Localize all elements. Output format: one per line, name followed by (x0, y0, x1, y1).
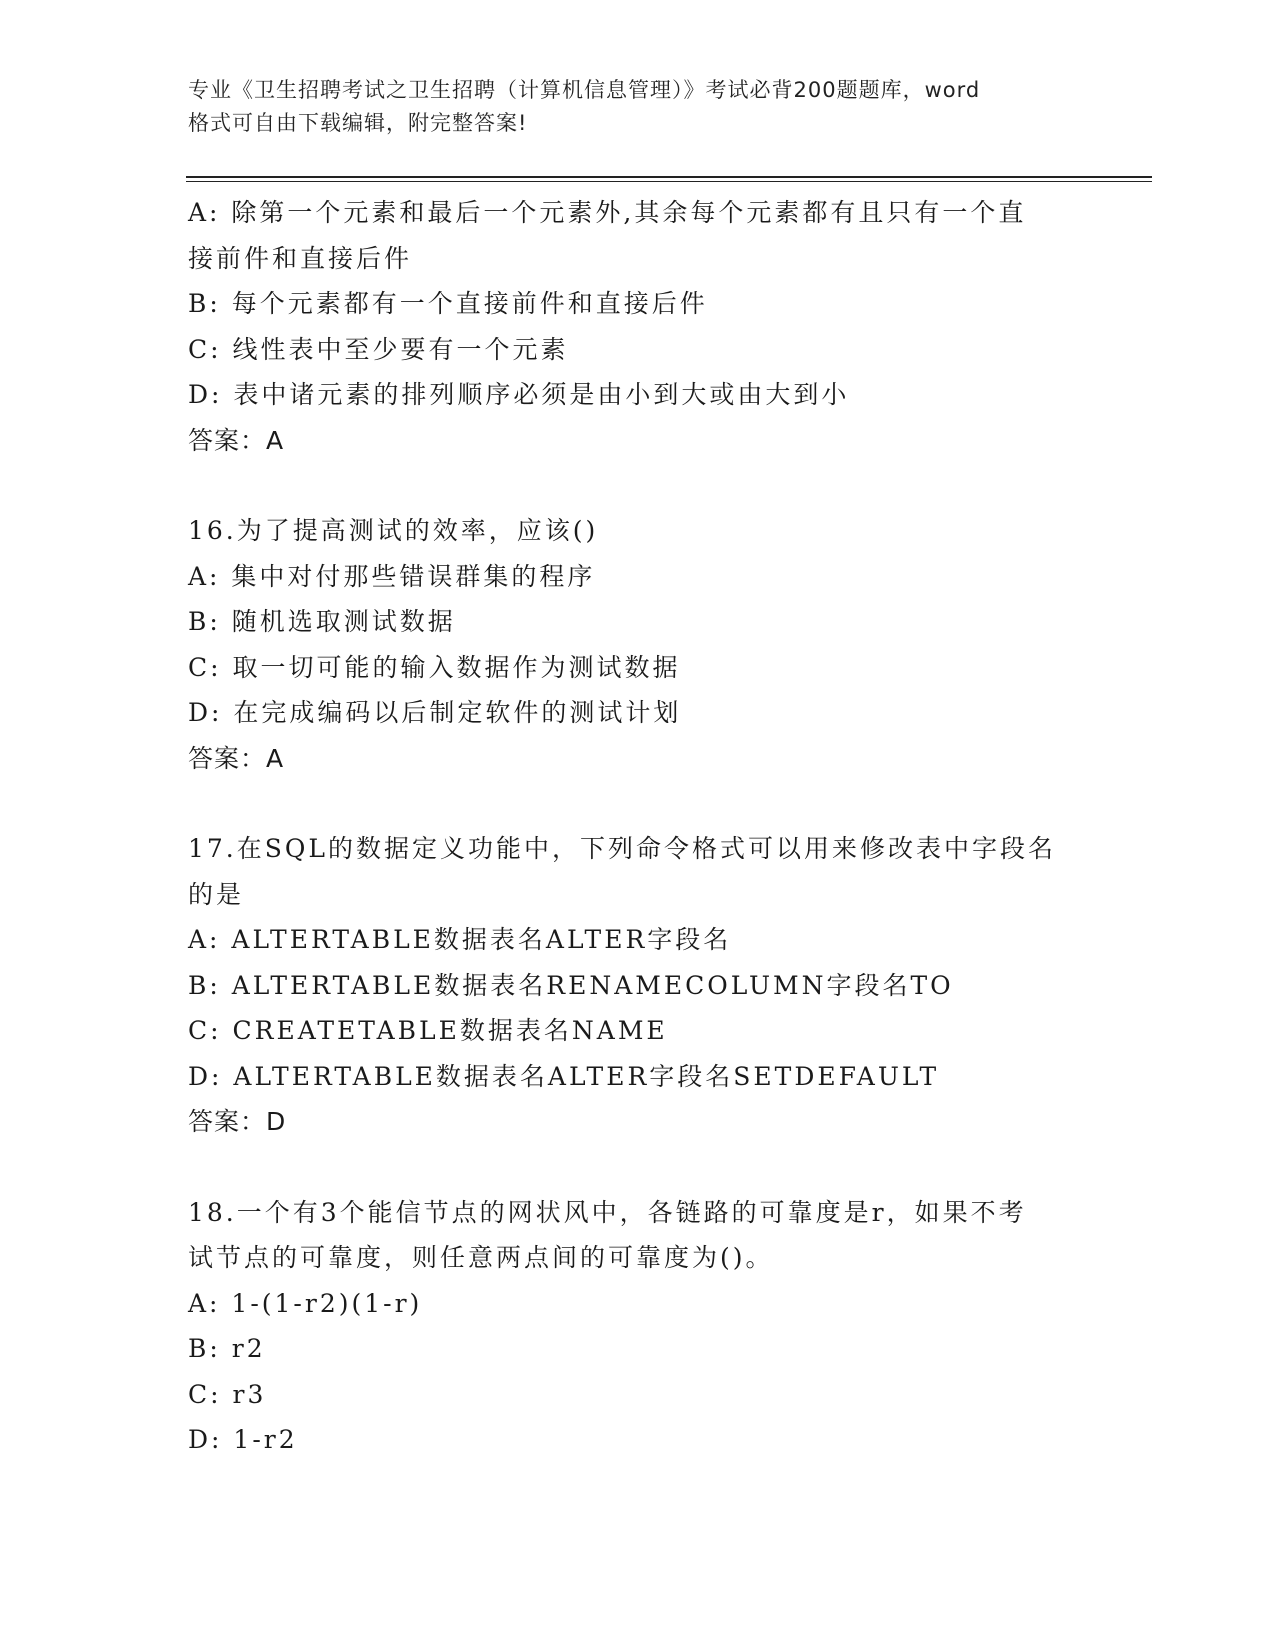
q18-stem-line-1: 18.一个有3个能信节点的网状风中，各链路的可靠度是r，如果不考 (188, 1197, 1027, 1227)
header-divider (186, 176, 1152, 182)
spacer (188, 781, 1068, 826)
q18-option-c: C: r3 (188, 1379, 267, 1409)
q18-option-d: D: 1-r2 (188, 1425, 298, 1454)
spacer (188, 1145, 1068, 1190)
q15-option-a-line-2: 接前件和直接后件 (188, 243, 413, 273)
question-18 (188, 1190, 1068, 1463)
question-15 (188, 190, 1068, 463)
q17-option-a: A: ALTERTABLE数据表名ALTER字段名 (188, 925, 732, 954)
q18-stem-line-2: 试节点的可靠度，则任意两点间的可靠度为()。 (188, 1243, 774, 1272)
q15-option-a-line-1: A: 除第一个元素和最后一个元素外,其余每个元素都有且只有一个直 (188, 198, 1027, 227)
question-16 (188, 508, 1068, 781)
header-line-2: 格式可自由下载编辑，附完整答案! (188, 111, 528, 135)
question-content (188, 190, 1068, 1463)
question-17 (188, 826, 1068, 1145)
q15-option-d: D: 表中诸元素的排列顺序必须是由小到大或由大到小 (188, 380, 850, 409)
q18-option-b: B: r2 (188, 1334, 266, 1363)
q16-option-a: A: 集中对付那些错误群集的程序 (188, 561, 596, 591)
q18-option-a: A: 1-(1-r2)(1-r) (188, 1288, 423, 1318)
q16-stem: 16.为了提高测试的效率，应该() (188, 516, 599, 545)
q17-stem-line-2: 的是 (188, 879, 245, 909)
q15-option-b: B: 每个元素都有一个直接前件和直接后件 (188, 289, 708, 318)
q17-stem-line-1: 17.在SQL的数据定义功能中，下列命令格式可以用来修改表中字段名 (188, 834, 1056, 863)
q17-option-c: C: CREATETABLE数据表名NAME (188, 1016, 668, 1045)
q16-option-d: D: 在完成编码以后制定软件的测试计划 (188, 698, 682, 727)
spacer (188, 463, 1068, 508)
header-line-1: 专业《卫生招聘考试之卫生招聘（计算机信息管理）》考试必背200题题库，word (188, 78, 981, 102)
q16-option-b: B: 随机选取测试数据 (188, 607, 456, 636)
document-header (188, 74, 1088, 140)
q16-answer: 答案：A (188, 743, 285, 773)
q16-option-c: C: 取一切可能的输入数据作为测试数据 (188, 652, 681, 682)
q17-option-d: D: ALTERTABLE数据表名ALTER字段名SETDEFAULT (188, 1061, 940, 1091)
q15-option-c: C: 线性表中至少要有一个元素 (188, 334, 569, 364)
q17-option-b: B: ALTERTABLE数据表名RENAMECOLUMN字段名TO (188, 970, 954, 1000)
q17-answer: 答案：D (188, 1107, 287, 1136)
q15-answer: 答案：A (188, 425, 285, 455)
